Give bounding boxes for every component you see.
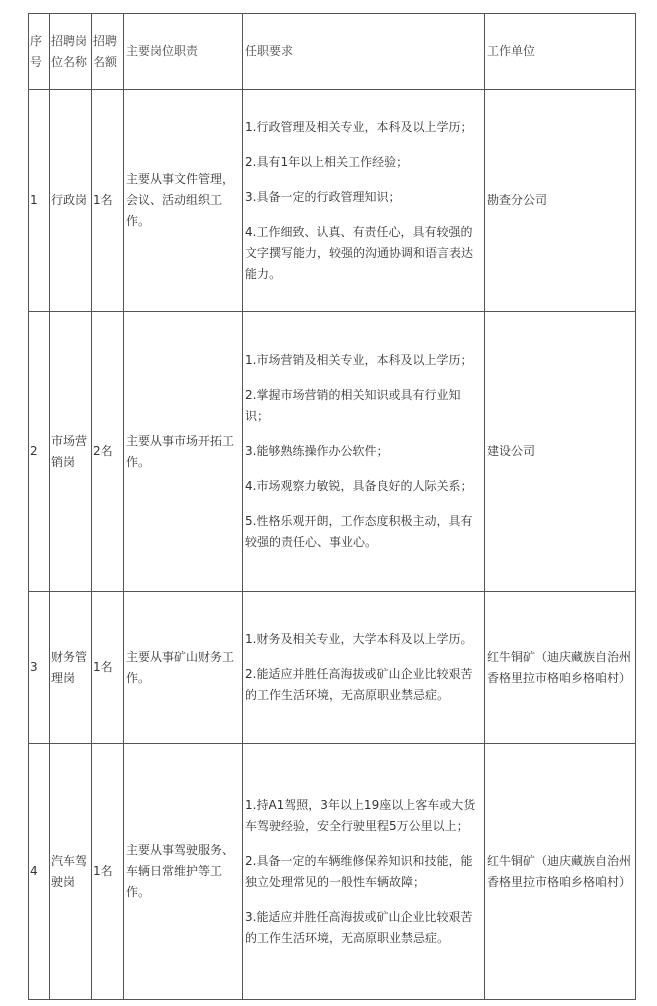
cell-count: 2名 <box>92 312 124 592</box>
requirement-item: 2.掌握市场营销的相关知识或具有行业知识； <box>245 388 461 423</box>
header-requirements: 任职要求 <box>243 14 485 90</box>
header-count: 招聘名额 <box>92 14 124 90</box>
cell-requirements <box>243 592 485 744</box>
requirement-item: 2.具备一定的车辆维修保养知识和技能，能独立处理常见的一般性车辆故障； <box>245 853 473 889</box>
cell-duty: 主要从事驾驶服务、车辆日常维护等工作。 <box>124 744 243 1000</box>
cell-unit: 红牛铜矿（迪庆藏族自治州香格里拉市格咱乡格咱村） <box>485 744 636 1000</box>
table-row <box>29 592 636 744</box>
header-unit: 工作单位 <box>485 14 636 90</box>
requirement-item: 5.性格乐观开朗，工作态度积极主动，具有较强的责任心、事业心。 <box>245 514 473 549</box>
requirement-item: 1.行政管理及相关专业，本科及以上学历； <box>245 119 473 134</box>
requirement-item: 2.具有1年以上相关工作经验； <box>245 154 409 169</box>
cell-count: 1名 <box>92 90 124 312</box>
recruitment-table <box>28 13 636 1000</box>
cell-unit: 建设公司 <box>485 312 636 592</box>
cell-count: 1名 <box>92 592 124 744</box>
requirement-item: 3.具备一定的行政管理知识； <box>245 189 401 204</box>
requirement-item: 1.持A1驾照，3年以上19座以上客车或大货车驾驶经验，安全行驶里程5万公里以上； <box>245 797 476 833</box>
cell-no: 3 <box>29 592 50 744</box>
header-duty: 主要岗位职责 <box>124 14 243 90</box>
cell-duty: 主要从事市场开拓工作。 <box>124 312 243 592</box>
requirement-item: 2.能适应并胜任高海拔或矿山企业比较艰苦的工作生活环境，无高原职业禁忌症。 <box>245 667 473 702</box>
requirement-item: 4.工作细致、认真、有责任心，具有较强的文字撰写能力，较强的沟通协调和语言表达能力。 <box>245 224 474 281</box>
cell-position: 市场营销岗 <box>50 312 92 592</box>
cell-requirements <box>243 744 485 1000</box>
cell-no: 4 <box>29 744 50 1000</box>
cell-count: 1名 <box>92 744 124 1000</box>
cell-unit: 勘查分公司 <box>485 90 636 312</box>
cell-position: 财务管理岗 <box>50 592 92 744</box>
cell-duty: 主要从事矿山财务工作。 <box>124 592 243 744</box>
requirement-item: 4.市场观察力敏锐，具备良好的人际关系； <box>245 479 473 493</box>
header-no: 序号 <box>29 14 50 90</box>
cell-requirements <box>243 90 485 312</box>
cell-no: 1 <box>29 90 50 312</box>
cell-no: 2 <box>29 312 50 592</box>
requirement-item: 3.能适应并胜任高海拔或矿山企业比较艰苦的工作生活环境，无高原职业禁忌症。 <box>245 909 473 945</box>
table-header-row <box>29 14 636 90</box>
requirement-item: 1.财务及相关专业，大学本科及以上学历。 <box>245 632 473 646</box>
header-position: 招聘岗位名称 <box>50 14 92 90</box>
table-row <box>29 312 636 592</box>
cell-position: 行政岗 <box>50 90 92 312</box>
table-row <box>29 90 636 312</box>
cell-position: 汽车驾驶岗 <box>50 744 92 1000</box>
cell-duty: 主要从事文件管理，会议、活动组织工作。 <box>124 90 243 312</box>
cell-requirements <box>243 312 485 592</box>
cell-unit: 红牛铜矿（迪庆藏族自治州香格里拉市格咱乡格咱村） <box>485 592 636 744</box>
requirement-item: 1.市场营销及相关专业，本科及以上学历； <box>245 353 473 367</box>
requirement-item: 3.能够熟练操作办公软件； <box>245 444 389 458</box>
table-row <box>29 744 636 1000</box>
